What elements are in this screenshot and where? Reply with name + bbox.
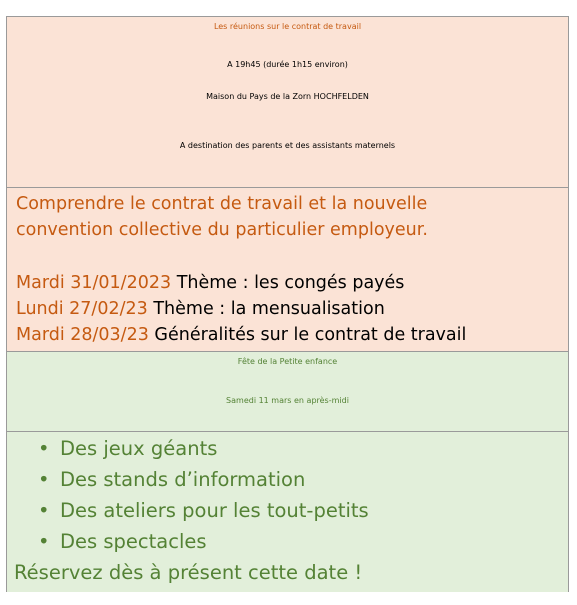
event-title: Fête de la Petite enfance: [237, 357, 338, 366]
event-date: Samedi 11 mars en après-midi: [226, 396, 349, 405]
event-note: Réservez dès à présent cette date !: [14, 561, 363, 584]
list-item: [38, 468, 305, 491]
session-date: Mardi 28/03/23: [16, 325, 149, 345]
bullet-icon: •: [38, 530, 50, 553]
meetings-place: Maison du Pays de la Zorn HOCHFELDEN: [206, 92, 369, 101]
intro-line-2: convention collective du particulier employeur.: [16, 220, 428, 240]
event-header-section: [7, 352, 568, 432]
meetings-title: Les réunions sur le contrat de travail: [213, 22, 362, 31]
bullet-icon: •: [38, 499, 50, 522]
session-row: [16, 273, 404, 293]
bullet-icon: •: [38, 437, 50, 460]
event-details-section: [7, 432, 568, 592]
list-item-label: Des stands d’information: [60, 468, 306, 491]
list-item: [38, 437, 217, 460]
list-item: [38, 530, 207, 553]
flyer: [6, 16, 569, 592]
session-row: [16, 299, 385, 319]
meetings-time: A 19h45 (durée 1h15 environ): [227, 60, 348, 69]
session-topic: Thème : les congés payés: [176, 273, 405, 293]
list-item-label: Des ateliers pour les tout-petits: [60, 499, 369, 522]
session-date: Lundi 27/02/23: [16, 299, 148, 319]
meetings-details-section: [7, 188, 568, 352]
list-item-label: Des spectacles: [60, 530, 207, 553]
session-date: Mardi 31/01/2023: [16, 273, 172, 293]
meetings-audience: A destination des parents et des assistants maternels: [179, 141, 396, 150]
list-item-label: Des jeux géants: [60, 437, 218, 460]
bullet-icon: •: [38, 468, 50, 491]
list-item: [38, 499, 369, 522]
session-topic: Thème : la mensualisation: [153, 299, 385, 319]
session-row: [16, 325, 466, 345]
session-topic: Généralités sur le contrat de travail: [154, 325, 467, 345]
intro-line-1: Comprendre le contrat de travail et la nouvelle: [16, 194, 428, 214]
meetings-header-section: [7, 17, 568, 188]
